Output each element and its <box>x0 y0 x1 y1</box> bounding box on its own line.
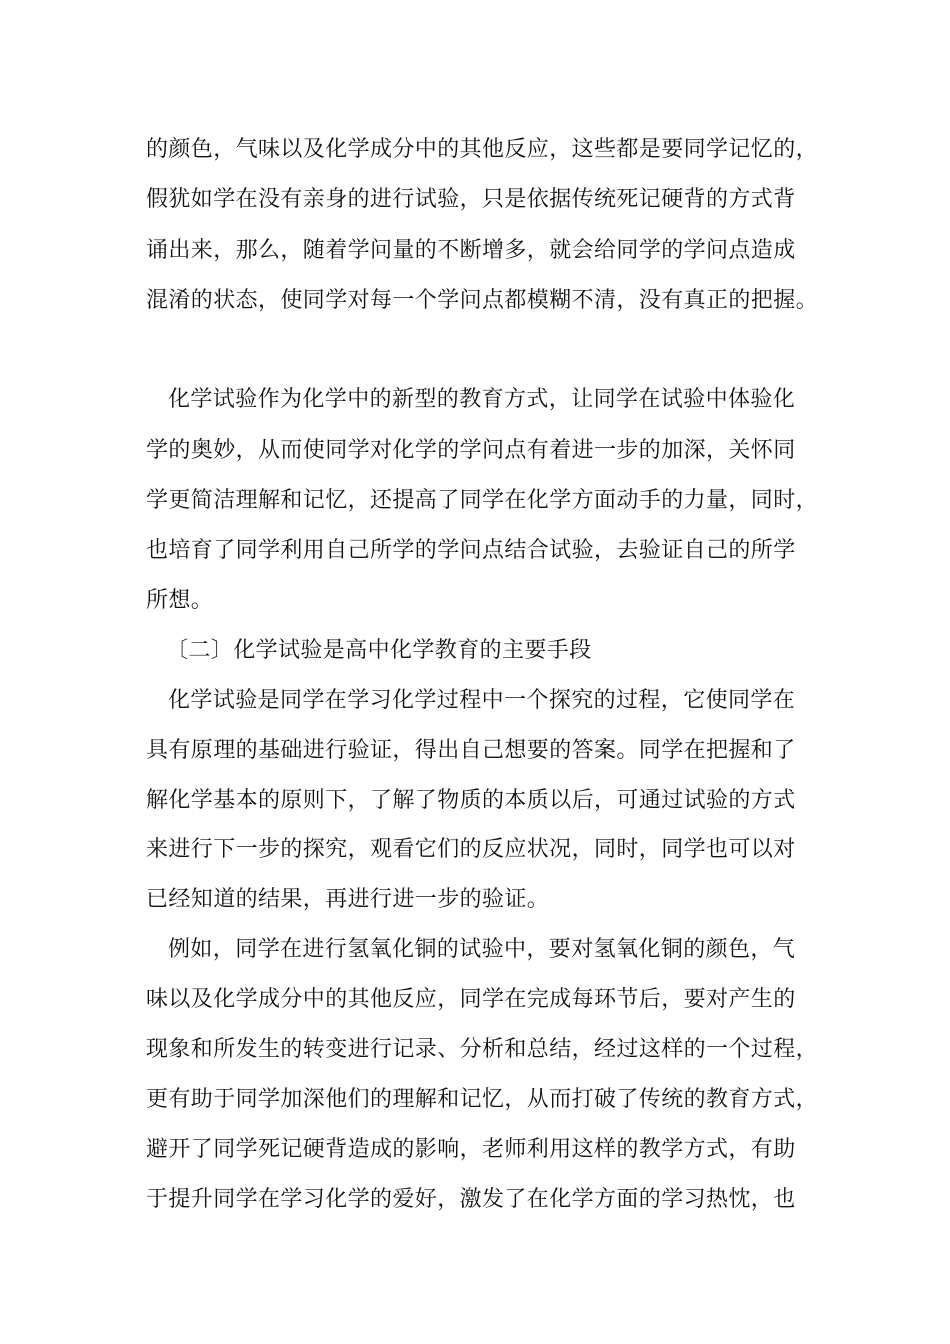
paragraph-line: 避开了同学死记硬背造成的影响，老师利用这样的教学方式，有助 <box>146 1137 796 1162</box>
paragraph-line: 已经知道的结果，再进行进一步的验证。 <box>146 887 550 912</box>
paragraph-line: 混淆的状态，使同学对每一个学问点都模糊不清，没有真正的把握。 <box>146 288 819 313</box>
paragraph-line: 具有原理的基础进行验证，得出自己想要的答案。同学在把握和了 <box>146 738 796 763</box>
paragraph-line: 也培育了同学利用自己所学的学问点结合试验，去验证自己的所学 <box>146 538 796 563</box>
paragraph-line: 化学试验作为化学中的新型的教育方式，让同学在试验中体验化 <box>168 387 796 412</box>
paragraph-line: 所想。 <box>146 588 214 613</box>
paragraph-line: 解化学基本的原则下，了解了物质的本质以后，可通过试验的方式 <box>146 788 796 813</box>
paragraph-line: 的颜色，气味以及化学成分中的其他反应，这些都是要同学记忆的， <box>146 137 819 162</box>
paragraph-line: 学的奥妙，从而使同学对化学的学问点有着进一步的加深，关怀同 <box>146 438 796 463</box>
paragraph-line: 来进行下一步的探究，观看它们的反应状况，同时，同学也可以对 <box>146 837 796 862</box>
paragraph-line: 味以及化学成分中的其他反应，同学在完成每环节后，要对产生的 <box>146 987 796 1012</box>
paragraph-line: 化学试验是同学在学习化学过程中一个探究的过程，它使同学在 <box>168 688 796 713</box>
paragraph-line: 例如，同学在进行氢氧化铜的试验中，要对氢氧化铜的颜色，气 <box>168 937 796 962</box>
paragraph-line: 学更简洁理解和记忆，还提高了同学在化学方面动手的力量，同时， <box>146 488 819 513</box>
paragraph-line: 诵出来，那么，随着学问量的不断增多，就会给同学的学问点造成 <box>146 238 796 263</box>
paragraph-line: 假犹如学在没有亲身的进行试验，只是依据传统死记硬背的方式背 <box>146 187 796 212</box>
paragraph-line: 现象和所发生的转变进行记录、分析和总结，经过这样的一个过程， <box>146 1037 819 1062</box>
section-heading: 〔二〕化学试验是高中化学教育的主要手段 <box>166 638 592 663</box>
paragraph-line: 于提升同学在学习化学的爱好，激发了在化学方面的学习热忱，也 <box>146 1187 796 1212</box>
paragraph-line: 更有助于同学加深他们的理解和记忆，从而打破了传统的教育方式， <box>146 1087 819 1112</box>
